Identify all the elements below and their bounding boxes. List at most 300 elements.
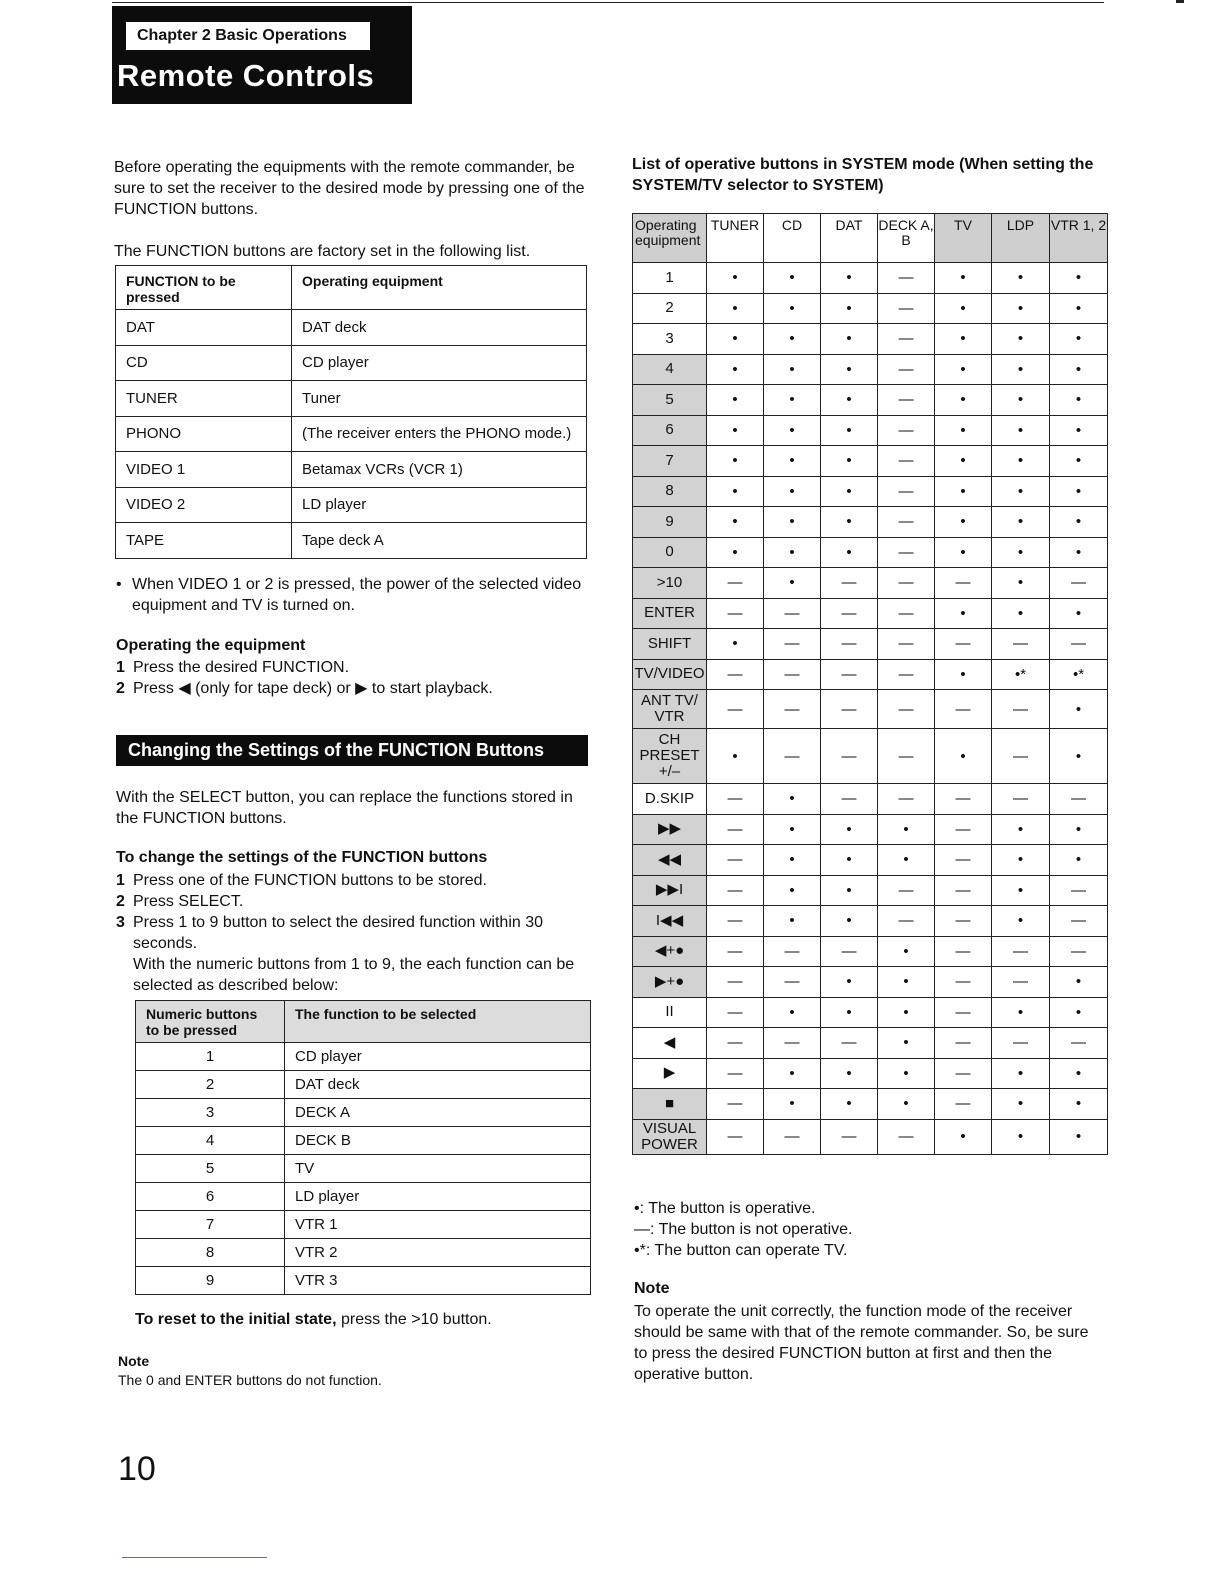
step-text: Press the desired FUNCTION. xyxy=(133,659,350,676)
button-label-cell: ANT TV/ VTR xyxy=(633,690,707,729)
operative-cell: • xyxy=(992,875,1050,906)
operative-cell: • xyxy=(878,936,935,967)
operative-cell: • xyxy=(935,729,992,784)
operative-cell: — xyxy=(821,936,878,967)
top-rule xyxy=(112,2,1104,3)
legend-tv: •*: The button can operate TV. xyxy=(634,1242,848,1259)
operative-cell: • xyxy=(764,324,821,355)
operative-cell: — xyxy=(878,293,935,324)
function-cell: VTR 1 xyxy=(285,1211,591,1239)
function-cell: TV xyxy=(285,1155,591,1183)
function-header-cell: FUNCTION to be pressed xyxy=(116,266,292,310)
equipment-cell: (The receiver enters the PHONO mode.) xyxy=(292,416,587,452)
operative-cell: • xyxy=(821,354,878,385)
tuner-header: TUNER xyxy=(707,214,764,263)
left-note-text: The 0 and ENTER buttons do not function. xyxy=(118,1372,382,1388)
operative-cell: • xyxy=(878,997,935,1028)
step-text: Press one of the FUNCTION buttons to be stored. xyxy=(133,872,487,889)
table-row xyxy=(633,784,1108,815)
operative-cell: — xyxy=(764,1119,821,1154)
operative-cell: • xyxy=(764,446,821,477)
table-row xyxy=(633,875,1108,906)
operative-cell: • xyxy=(992,354,1050,385)
operative-cell: — xyxy=(707,875,764,906)
operative-cell: — xyxy=(1050,906,1108,937)
operative-cell: — xyxy=(878,354,935,385)
operative-cell: — xyxy=(878,598,935,629)
operative-cell: — xyxy=(707,1089,764,1120)
operative-cell: • xyxy=(1050,1119,1108,1154)
operative-cell: • xyxy=(821,415,878,446)
operative-cell: • xyxy=(992,507,1050,538)
cd-header: CD xyxy=(764,214,821,263)
table-row xyxy=(633,629,1108,660)
operative-cell: — xyxy=(764,729,821,784)
operative-cell: — xyxy=(707,845,764,876)
operative-cell: — xyxy=(821,598,878,629)
button-label-cell: 5 xyxy=(633,385,707,416)
table-row xyxy=(116,416,587,452)
operative-cell: • xyxy=(935,446,992,477)
system-list-title: List of operative buttons in SYSTEM mode (When setting the SYSTEM/TV selector to SYSTEM) xyxy=(632,156,1094,194)
operative-cell: • xyxy=(1050,476,1108,507)
operative-cell: • xyxy=(992,476,1050,507)
operative-cell: • xyxy=(1050,598,1108,629)
operative-cell: — xyxy=(878,537,935,568)
operative-cell: — xyxy=(707,659,764,690)
equipment-cell: CD player xyxy=(292,345,587,381)
function-table-header xyxy=(116,266,587,310)
table-row xyxy=(633,1119,1108,1154)
operative-cell: • xyxy=(764,568,821,599)
table-row xyxy=(633,690,1108,729)
operative-cell: • xyxy=(707,415,764,446)
numeric-header-cell: Numeric buttons to be pressed xyxy=(136,1001,285,1043)
function-cell: DAT deck xyxy=(285,1071,591,1099)
table-row xyxy=(633,1089,1108,1120)
operative-cell: • xyxy=(821,324,878,355)
number-cell: 3 xyxy=(136,1099,285,1127)
operative-cell: • xyxy=(764,875,821,906)
button-label-cell: ▶ xyxy=(633,1058,707,1089)
operative-cell: — xyxy=(878,629,935,660)
operative-cell: — xyxy=(1050,629,1108,660)
table-row xyxy=(633,936,1108,967)
operative-cell: — xyxy=(707,1058,764,1089)
operative-cell: • xyxy=(764,814,821,845)
button-label-cell: 9 xyxy=(633,507,707,538)
operative-cell: — xyxy=(878,415,935,446)
number-cell: 5 xyxy=(136,1155,285,1183)
operative-cell: — xyxy=(764,690,821,729)
operative-cell: — xyxy=(992,629,1050,660)
table-row xyxy=(633,568,1108,599)
operative-cell: — xyxy=(878,385,935,416)
number-cell: 8 xyxy=(136,1239,285,1267)
button-label-cell: ◀◀ xyxy=(633,845,707,876)
table-row xyxy=(633,507,1108,538)
operative-cell: • xyxy=(878,845,935,876)
operative-cell: • xyxy=(707,354,764,385)
operative-cell: • xyxy=(764,784,821,815)
button-label-cell: 7 xyxy=(633,446,707,477)
operative-cell: • xyxy=(992,1058,1050,1089)
operative-cell: • xyxy=(878,1058,935,1089)
operative-cell: • xyxy=(992,845,1050,876)
operative-cell: — xyxy=(878,568,935,599)
equipment-cell: LD player xyxy=(292,487,587,523)
operative-cell: — xyxy=(821,1119,878,1154)
table-row xyxy=(633,324,1108,355)
dat-header: DAT xyxy=(821,214,878,263)
operative-cell: • xyxy=(1050,1089,1108,1120)
equipment-cell: Betamax VCRs (VCR 1) xyxy=(292,452,587,488)
select-intro-text: With the SELECT button, you can replace the functions stored in the FUNCTION buttons. xyxy=(116,789,573,827)
operative-cell: • xyxy=(707,385,764,416)
operative-cell: • xyxy=(935,263,992,294)
operative-cell: — xyxy=(935,936,992,967)
operative-cell: • xyxy=(764,415,821,446)
list-item xyxy=(116,870,596,891)
reset-rest: press the >10 button. xyxy=(336,1311,492,1328)
operative-cell: — xyxy=(935,784,992,815)
button-label-cell: 6 xyxy=(633,415,707,446)
step-number: 2 xyxy=(116,680,125,697)
operative-cell: • xyxy=(821,997,878,1028)
operative-cell: — xyxy=(821,1028,878,1059)
operative-cell: • xyxy=(707,293,764,324)
operative-cell: — xyxy=(878,659,935,690)
change-steps xyxy=(116,870,596,996)
operative-cell: — xyxy=(878,446,935,477)
operative-cell: • xyxy=(764,1058,821,1089)
step-number: 2 xyxy=(116,893,125,910)
equipment-header-cell: Operating equipment xyxy=(292,266,587,310)
operative-cell: • xyxy=(935,476,992,507)
change-heading: To change the settings of the FUNCTION buttons xyxy=(116,849,488,866)
button-label-cell: ENTER xyxy=(633,598,707,629)
operative-cell: — xyxy=(821,629,878,660)
function-table xyxy=(115,265,587,559)
table-row xyxy=(633,476,1108,507)
operative-cell: • xyxy=(992,598,1050,629)
bottom-rule xyxy=(122,1557,267,1558)
operative-cell: • xyxy=(821,814,878,845)
table-row xyxy=(633,967,1108,998)
operative-cell: • xyxy=(764,1089,821,1120)
number-cell: 4 xyxy=(136,1127,285,1155)
legend xyxy=(634,1198,853,1261)
deck-header: DECK A, B xyxy=(878,214,935,263)
operative-cell: — xyxy=(764,936,821,967)
number-cell: 7 xyxy=(136,1211,285,1239)
operative-cell: • xyxy=(992,263,1050,294)
operative-cell: • xyxy=(992,415,1050,446)
button-label-cell: ◀+● xyxy=(633,936,707,967)
operative-cell: — xyxy=(878,263,935,294)
function-cell: LD player xyxy=(285,1183,591,1211)
reset-bold: To reset to the initial state, xyxy=(135,1311,337,1328)
function-cell: DECK A xyxy=(285,1099,591,1127)
list-item xyxy=(116,891,596,912)
operative-cell: • xyxy=(821,385,878,416)
operative-cell: • xyxy=(992,906,1050,937)
table-row xyxy=(116,381,587,417)
button-label-cell: SHIFT xyxy=(633,629,707,660)
operative-cell: • xyxy=(764,354,821,385)
operative-cell: — xyxy=(935,906,992,937)
page-title: Remote Controls xyxy=(117,58,375,93)
operative-cell: — xyxy=(878,906,935,937)
operative-cell: • xyxy=(935,385,992,416)
button-label-cell: D.SKIP xyxy=(633,784,707,815)
button-label-cell: TV/VIDEO xyxy=(633,659,707,690)
function-cell: VTR 2 xyxy=(285,1239,591,1267)
equipment-cell: Tape deck A xyxy=(292,523,587,559)
operative-cell: • xyxy=(764,476,821,507)
operative-cell: • xyxy=(821,1089,878,1120)
operating-equipment-header: Operating equipment xyxy=(633,214,707,263)
table-row xyxy=(136,1043,591,1071)
table-row xyxy=(633,598,1108,629)
operative-cell: — xyxy=(992,967,1050,998)
operative-cell: • xyxy=(992,385,1050,416)
list-item xyxy=(116,912,596,954)
function-cell: PHONO xyxy=(116,416,292,452)
operative-cell: • xyxy=(821,537,878,568)
operative-cell: • xyxy=(1050,729,1108,784)
right-note-heading: Note xyxy=(634,1280,670,1297)
operative-cell: — xyxy=(821,568,878,599)
operative-cell: — xyxy=(764,598,821,629)
button-label-cell: 0 xyxy=(633,537,707,568)
operative-cell: • xyxy=(1050,293,1108,324)
operative-cell: • xyxy=(1050,263,1108,294)
list-item xyxy=(116,678,596,699)
operative-cell: — xyxy=(878,784,935,815)
operative-cell: • xyxy=(1050,997,1108,1028)
chapter-label: Chapter 2 Basic Operations xyxy=(126,22,370,50)
equipment-cell: DAT deck xyxy=(292,310,587,346)
table-row xyxy=(116,310,587,346)
operative-cell: — xyxy=(935,690,992,729)
operative-cell: • xyxy=(992,537,1050,568)
operative-cell: • xyxy=(821,507,878,538)
step-text: Press ◀ (only for tape deck) or ▶ to start playback. xyxy=(133,680,493,697)
button-label-cell: 1 xyxy=(633,263,707,294)
table-row xyxy=(633,814,1108,845)
table-row xyxy=(136,1211,591,1239)
button-label-cell: ◀ xyxy=(633,1028,707,1059)
reset-instruction xyxy=(135,1311,492,1329)
operative-cell: • xyxy=(1050,845,1108,876)
operative-cell: — xyxy=(878,324,935,355)
operative-cell: — xyxy=(707,814,764,845)
table-row xyxy=(633,659,1108,690)
table-row xyxy=(633,354,1108,385)
operative-cell: — xyxy=(935,967,992,998)
operative-cell: — xyxy=(878,1119,935,1154)
operative-cell: — xyxy=(821,690,878,729)
system-table xyxy=(632,213,1108,1155)
operative-cell: • xyxy=(935,537,992,568)
legend-not-operative: —: The button is not operative. xyxy=(634,1221,853,1238)
equipment-cell: Tuner xyxy=(292,381,587,417)
table-row xyxy=(633,1058,1108,1089)
operative-cell: — xyxy=(935,845,992,876)
operative-cell: • xyxy=(1050,507,1108,538)
function-cell: CD xyxy=(116,345,292,381)
step-continuation: With the numeric buttons from 1 to 9, the each function can be selected as described below: xyxy=(133,956,575,994)
operative-cell: • xyxy=(764,997,821,1028)
operative-cell: — xyxy=(1050,568,1108,599)
operative-cell: • xyxy=(764,385,821,416)
operative-cell: • xyxy=(764,845,821,876)
operative-cell: • xyxy=(878,814,935,845)
operative-cell: — xyxy=(707,598,764,629)
step-number: 3 xyxy=(116,914,125,931)
operative-cell: • xyxy=(1050,446,1108,477)
step-text: Press SELECT. xyxy=(133,893,244,910)
operative-cell: • xyxy=(935,598,992,629)
operative-cell: • xyxy=(821,967,878,998)
operative-cell: — xyxy=(935,814,992,845)
operative-cell: • xyxy=(821,1058,878,1089)
system-table-body xyxy=(633,263,1108,1155)
operative-cell: — xyxy=(992,1028,1050,1059)
step-text: Press 1 to 9 button to select the desired function within 30 seconds. xyxy=(133,914,544,952)
operative-cell: • xyxy=(764,537,821,568)
operative-cell: — xyxy=(764,967,821,998)
table-row xyxy=(116,345,587,381)
table-row xyxy=(633,906,1108,937)
step-number: 1 xyxy=(116,659,125,676)
operative-cell: — xyxy=(878,875,935,906)
operative-cell: • xyxy=(878,967,935,998)
operative-cell: — xyxy=(821,729,878,784)
video-note-text: When VIDEO 1 or 2 is pressed, the power of the selected video equipment and TV is turned on. xyxy=(132,576,582,614)
operative-cell: — xyxy=(707,906,764,937)
operative-cell: — xyxy=(935,1058,992,1089)
operating-steps xyxy=(116,657,596,699)
operative-cell: • xyxy=(764,906,821,937)
operative-cell: — xyxy=(764,659,821,690)
table-row xyxy=(633,729,1108,784)
function-cell: TUNER xyxy=(116,381,292,417)
operative-cell: • xyxy=(707,446,764,477)
operative-cell: — xyxy=(1050,875,1108,906)
operative-cell: — xyxy=(935,1089,992,1120)
operative-cell: — xyxy=(992,690,1050,729)
operative-cell: — xyxy=(821,784,878,815)
operative-cell: • xyxy=(935,415,992,446)
table-row xyxy=(136,1155,591,1183)
operative-cell: • xyxy=(707,537,764,568)
bullet-icon: • xyxy=(116,576,122,593)
tv-header: TV xyxy=(935,214,992,263)
button-label-cell: VISUAL POWER xyxy=(633,1119,707,1154)
operative-cell: — xyxy=(935,997,992,1028)
operative-cell: • xyxy=(821,446,878,477)
table-row xyxy=(633,263,1108,294)
operative-cell: — xyxy=(935,1028,992,1059)
operative-cell: •* xyxy=(992,659,1050,690)
legend-operative: •: The button is operative. xyxy=(634,1200,816,1217)
table-row xyxy=(633,1028,1108,1059)
operative-cell: • xyxy=(935,354,992,385)
operative-cell: • xyxy=(1050,690,1108,729)
operative-cell: • xyxy=(1050,814,1108,845)
operative-cell: • xyxy=(992,1119,1050,1154)
page-number: 10 xyxy=(118,1450,156,1488)
operative-cell: • xyxy=(935,659,992,690)
table-row xyxy=(116,523,587,559)
operative-cell: — xyxy=(821,659,878,690)
operative-cell: — xyxy=(707,690,764,729)
operative-cell: — xyxy=(707,936,764,967)
operative-cell: • xyxy=(764,293,821,324)
function-table-intro: The FUNCTION buttons are factory set in the following list. xyxy=(114,243,531,260)
operative-cell: — xyxy=(707,967,764,998)
system-table-header xyxy=(633,214,1108,263)
table-row xyxy=(633,845,1108,876)
function-cell: DAT xyxy=(116,310,292,346)
operative-cell: — xyxy=(992,729,1050,784)
operative-cell: • xyxy=(764,507,821,538)
button-label-cell: ■ xyxy=(633,1089,707,1120)
operative-cell: • xyxy=(878,1089,935,1120)
table-row xyxy=(633,385,1108,416)
button-label-cell: II xyxy=(633,997,707,1028)
function-cell: VIDEO 1 xyxy=(116,452,292,488)
operative-cell: — xyxy=(878,476,935,507)
operative-cell: • xyxy=(707,629,764,660)
table-row xyxy=(136,1267,591,1295)
operative-cell: — xyxy=(707,1028,764,1059)
operative-cell: — xyxy=(935,629,992,660)
numeric-table-header xyxy=(136,1001,591,1043)
operative-cell: • xyxy=(992,814,1050,845)
operative-cell: — xyxy=(707,997,764,1028)
operative-cell: • xyxy=(1050,354,1108,385)
table-row xyxy=(136,1183,591,1211)
intro-text: Before operating the equipments with the remote commander, be sure to set the receiver to the desired mode by pressing one of the FUNCTION buttons. xyxy=(114,159,585,218)
button-label-cell: I◀◀ xyxy=(633,906,707,937)
operative-cell: — xyxy=(992,784,1050,815)
operative-cell: • xyxy=(1050,1058,1108,1089)
table-row xyxy=(116,487,587,523)
operative-cell: — xyxy=(935,875,992,906)
function-cell: DECK B xyxy=(285,1127,591,1155)
operative-cell: — xyxy=(878,729,935,784)
operative-cell: • xyxy=(764,263,821,294)
button-label-cell: CH PRESET +/– xyxy=(633,729,707,784)
table-row xyxy=(633,997,1108,1028)
operative-cell: • xyxy=(935,293,992,324)
corner-mark xyxy=(1176,0,1184,3)
operative-cell: — xyxy=(707,1119,764,1154)
operative-cell: — xyxy=(1050,1028,1108,1059)
function-cell: VTR 3 xyxy=(285,1267,591,1295)
step-number: 1 xyxy=(116,872,125,889)
operative-cell: • xyxy=(1050,537,1108,568)
operative-cell: • xyxy=(992,293,1050,324)
video-note xyxy=(116,574,596,616)
operative-cell: • xyxy=(1050,324,1108,355)
operative-cell: • xyxy=(707,476,764,507)
operative-cell: — xyxy=(764,1028,821,1059)
operative-cell: • xyxy=(821,263,878,294)
